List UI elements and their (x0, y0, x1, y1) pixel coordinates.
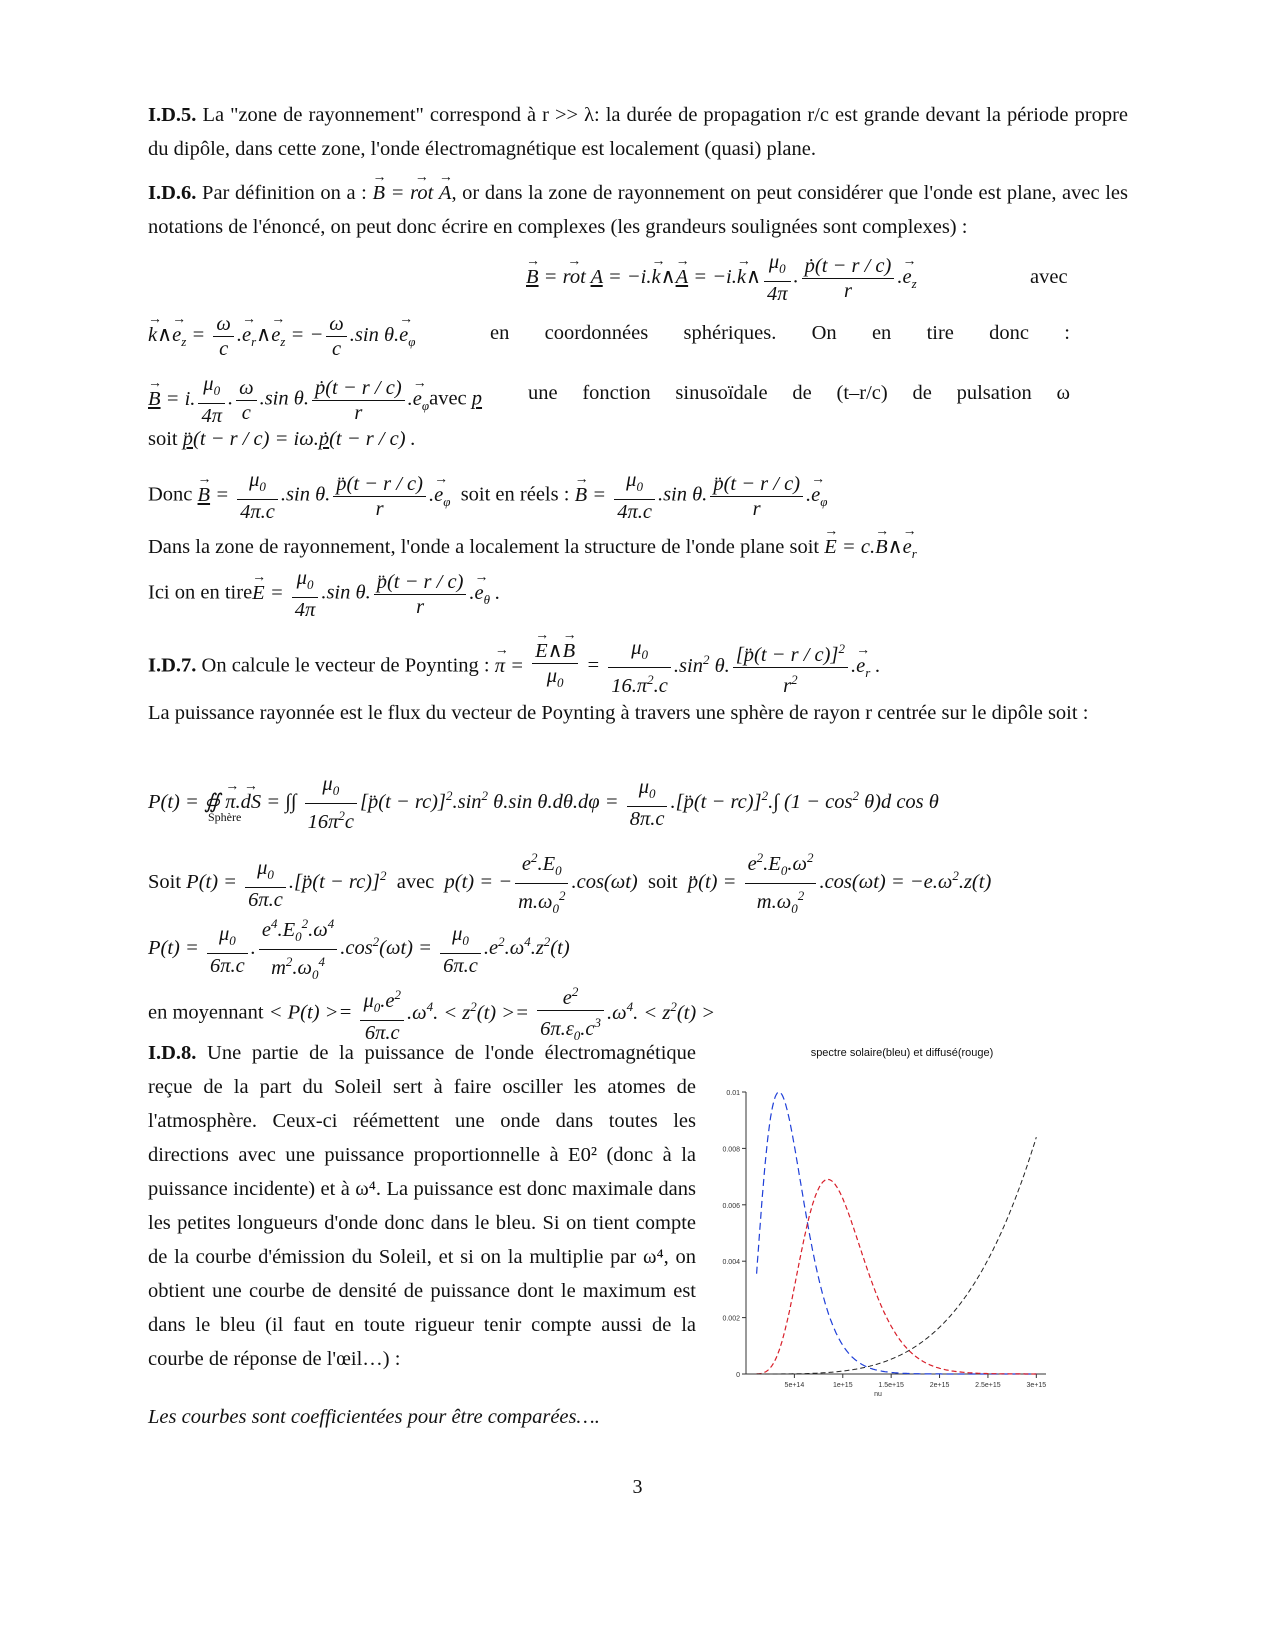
zone-sentence: Dans la zone de rayonnement, l'onde a localement la structure de l'onde plane soit → E = c.→ B∧→ $e_r$ (148, 532, 917, 569)
equation-P-integral: P(t) = ∯ → π.→ dS = ∫∫ $\frac{\mu_0}{16\pi^2c}$ [p̈(t − $rc)]^2.\sin^2$ θ.sin θ.dθ.dφ = $\frac{\mu_0}{8\pi.c}$ .[p̈(t − rc)]$^2$.∫ $(1 - \cos^2 \theta)d$ cos θ (148, 772, 939, 834)
x-tick-label: 5e+14 (784, 1382, 805, 1389)
x-tick-label: 2.5e+15 (975, 1382, 1001, 1389)
figure-caption: Les courbes sont coefficientées pour être comparées…. (148, 1406, 600, 1428)
equation-P-expanded: P(t) = $\frac{\mu_0}{6\pi.c}$ . $\frac{e^4.E_0^2.\omega^4}{m^2.\omega_0^4}$ $.\cos^2(\omega t)$ = $\frac{\mu_0}{6\pi.c}$ $.e^2.\omega^4.z^2(t)$ (148, 912, 570, 987)
equation-B-complex: → B = → rot A = −i.→ k∧→ A = −i.→ k∧ $\frac{\mu_0}{4\pi}$ . $\frac{\text{ṗ(t − r / c)}}{r}$ .→ $e_z$ (526, 250, 917, 306)
section-label: I.D.6. (148, 182, 197, 204)
paragraph-text: Une partie de la puissance de l'onde électromagnétique reçue de la part du Soleil sert à faire osciller les atomes de l'atmosphère. Ceux-ci réémettent une onde dans toutes les directions avec une puissance proportionnelle à E0² (donc à la puissance incidente) et à ω⁴. La puissance est donc maximale dans les petites longueurs d'onde donc dans le bleu. Si on tient compte de la courbe d'émission du Soleil, et si on la multiplie par ω⁴, on obtient une courbe de densité de puissance dont le maximum est dans le bleu (il faut en toute rigueur tenir compte aussi de la courbe de réponse de l'œil…) : (148, 1042, 696, 1370)
equation: → B = → rot → A (373, 182, 452, 204)
paragraph-text: La puissance rayonnée est le flux du vecteur de Poynting à travers une sphère de rayon r centrée sur le dipôle soit : (148, 702, 1089, 724)
x-tick-label: 3e+15 (1026, 1382, 1047, 1389)
section-id6 (148, 176, 1128, 244)
section-id5 (148, 98, 1128, 166)
paragraph-text: La "zone de rayonnement" correspond à r >> λ: la durée de propagation r/c est grande devant la période propre du dipôle, dans cette zone, l'onde électromagnétique est localement (quasi) plane. (148, 104, 1129, 160)
x-tick-label: 1e+15 (832, 1382, 853, 1389)
integral-label: Sphère (208, 810, 242, 824)
y-tick-label: 0.004 (722, 1259, 740, 1267)
equation-P-soit: Soit P(t) = $\frac{\mu_0}{6\pi.c}$ .[p̈(t − rc)]$^2$ avec p(t) = − $\frac{e^2.E_0}{m.\omega_0^2}$ .cos(ωt) soit p̈(t) = $\frac{e^2.E_0.\omega^2}{m.\omega_0^2}$ $.\cos(\omega t) = -e.\omega^2.z(t)$ (148, 846, 991, 921)
section-label: I.D.8. (148, 1042, 197, 1064)
paragraph-text: une fonction sinusoïdale de (t–r/c) de pulsation ω (528, 382, 1070, 404)
paragraph-text: , or dans la zone de rayonnement on peut considérer que l'onde est plane, avec les notations de l'énoncé, on peut donc écrire en complexes (les grandeurs soulignées sont complexes) : (148, 182, 1129, 238)
spectrum-chart (706, 1036, 1076, 1408)
equation-B-phi: → B = i. $\frac{\mu_0}{4\pi}$ . $\frac{\omega}{c}$ .sin θ. $\frac{\text{ṗ(t − r / c)}}{r}$ .→ $e_\varphi avec$ p (148, 372, 482, 428)
x-axis-label: nu (874, 1391, 882, 1398)
x-tick-label: 2e+15 (929, 1382, 950, 1389)
x-tick-label: 1.5e+15 (878, 1382, 904, 1389)
y-tick-label: 0.006 (722, 1202, 740, 1210)
equation-pddot: soit p̈(t − r / c) = iω.ṗ(t − r / c) . (148, 428, 416, 450)
section-id7: I.D.7. On calcule le vecteur de Poynting : → π = → $\frac{E\wedge\to B}{\mu_0}$ = $\frac{\mu_0}{16.\pi^2.c}$ $.\sin^2$ θ. $\frac{[p̈(t - r / c)]^2}{r^2}$ .→ $e_r$ . (148, 636, 881, 698)
y-tick-label: 0.01 (726, 1090, 740, 1097)
y-tick-label: 0.008 (722, 1146, 740, 1154)
paragraph-text: en coordonnées sphériques. On en tire donc : (490, 322, 1070, 344)
y-tick-label: 0 (736, 1372, 740, 1379)
section-id8 (148, 1036, 696, 1376)
page-number: 3 (632, 1476, 643, 1498)
equation-P-average: en moyennant < P(t) >= $\frac{\mu_0.e^2}{6\pi.c}$ $.\omega^4$. < $z^2(t)$ >= $\frac{e^2}{6\pi.\varepsilon_0.c^3}$ $.\omega^4$. < $z^2(t)$ > (148, 980, 715, 1048)
chart-title: spectre solaire(bleu) et diffusé(rouge) (810, 1047, 994, 1059)
chart-background (706, 1036, 1076, 1408)
equation-k-ez: → k∧→ $e_z$ = $\frac{\omega}{c}$ .→ $e_r\wedge\to e_z$ = − $\frac{\omega}{c}$ .sin $\theta.\to e_\varphi$ (148, 312, 415, 361)
section-label: I.D.5. (148, 104, 197, 126)
equation-B-donc: Donc → B = $\frac{\mu_0}{4\pi.c}$ .sin θ. $\frac{p̈(t - r / c)}{r}$ .→ $e_\varphi$ soit en réels : → B = $\frac{\mu_0}{4\pi.c}$ .sin θ. $\frac{p̈(t - r / c)}{r}$ .→ $e_\varphi$ (148, 468, 827, 524)
word-avec: avec (1030, 266, 1068, 288)
y-tick-label: 0.002 (722, 1315, 740, 1323)
equation-E: Ici on en tire→ E = $\frac{\mu_0}{4\pi}$ .sin θ. $\frac{p̈(t - r / c)}{r}$ .→ $e_\theta$ . (148, 566, 500, 622)
paragraph-text: Par définition on a : (202, 182, 367, 204)
